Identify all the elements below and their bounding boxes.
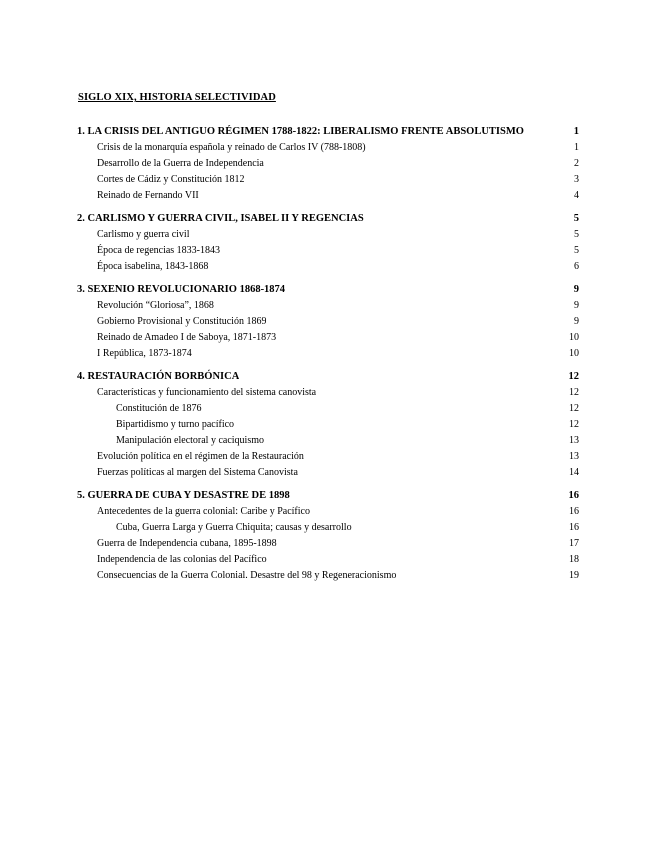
toc-entry[interactable] [77, 140, 579, 156]
toc-entry[interactable] [77, 449, 579, 465]
toc-page-number: 1 [573, 126, 579, 137]
toc-page-number: 10 [569, 348, 579, 359]
toc-entry-title: 1. LA CRISIS DEL ANTIGUO RÉGIMEN 1788-1822: LIBERALISMO FRENTE ABSOLUTISMO [77, 126, 524, 137]
toc-entry-title: Cortes de Cádiz y Constitución 1812 [97, 174, 245, 185]
toc-entry-title: Características y funcionamiento del sistema canovista [97, 387, 317, 398]
document-title: SIGLO XIX, HISTORIA SELECTIVIDAD [78, 92, 276, 103]
toc-entry[interactable] [77, 259, 579, 275]
toc-entry-title: Reinado de Amadeo I de Saboya, 1871-1873 [97, 332, 277, 343]
toc-entry-title: Revolución “Gloriosa”, 1868 [97, 300, 214, 311]
toc-entry-title: 5. GUERRA DE CUBA Y DESASTRE DE 1898 [77, 490, 290, 501]
toc-entry-title: Manipulación electoral y caciquismo [116, 435, 265, 446]
toc-page-number: 2 [574, 158, 579, 169]
toc-page-number: 10 [569, 332, 579, 343]
toc-entry[interactable] [77, 243, 579, 259]
toc-chapter-entry[interactable] [77, 369, 579, 385]
toc-entry[interactable] [77, 298, 579, 314]
toc-entry-title: Consecuencias de la Guerra Colonial. Desastre del 98 y Regeneracionismo [97, 570, 397, 581]
toc-page-number: 16 [568, 490, 579, 501]
toc-entry-title: Desarrollo de la Guerra de Independencia [97, 158, 264, 169]
toc-page-number: 5 [573, 213, 579, 224]
toc-entry[interactable] [77, 552, 579, 568]
toc-page-number: 19 [569, 570, 579, 581]
toc-page-number: 14 [569, 467, 579, 478]
toc-page-number: 13 [569, 435, 579, 446]
toc-page-number: 4 [574, 190, 579, 201]
toc-page-number: 9 [573, 284, 579, 295]
toc-entry[interactable] [77, 465, 579, 481]
toc-entry-title: Carlismo y guerra civil [97, 229, 190, 240]
toc-entry-title: 3. SEXENIO REVOLUCIONARIO 1868-1874 [77, 284, 286, 295]
toc-page-number: 16 [569, 506, 579, 517]
toc-entry-title: Antecedentes de la guerra colonial: Caribe y Pacífico [97, 506, 310, 517]
toc-page-number: 1 [574, 142, 579, 153]
toc-chapter-entry[interactable] [77, 282, 579, 298]
toc-entry[interactable] [77, 536, 579, 552]
toc-page-number: 9 [574, 316, 579, 327]
toc-page-number: 12 [568, 371, 579, 382]
toc-page-number: 3 [574, 174, 579, 185]
toc-page-number: 17 [569, 538, 579, 549]
toc-page-number: 16 [569, 522, 579, 533]
toc-page-number: 18 [569, 554, 579, 565]
toc-entry-title: Bipartidismo y turno pacífico [116, 419, 235, 430]
toc-page-number: 12 [569, 403, 579, 414]
toc-chapter-entry[interactable] [77, 488, 579, 504]
toc-entry[interactable] [77, 417, 579, 433]
toc-entry-title: Constitución de 1876 [116, 403, 202, 414]
toc-entry[interactable] [77, 520, 579, 536]
toc-entry-title: Fuerzas políticas al margen del Sistema Canovista [97, 467, 298, 478]
toc-entry-title: 2. CARLISMO Y GUERRA CIVIL, ISABEL II Y REGENCIAS [77, 213, 364, 224]
toc-entry[interactable] [77, 401, 579, 417]
toc-entry-title: Época isabelina, 1843-1868 [97, 261, 209, 272]
toc-page-number: 6 [574, 261, 579, 272]
toc-page-number: 9 [574, 300, 579, 311]
toc-entry-title: I República, 1873-1874 [97, 348, 192, 359]
toc-page-number: 5 [574, 229, 579, 240]
toc-entry-title: 4. RESTAURACIÓN BORBÓNICA [77, 371, 240, 382]
toc-chapter-entry[interactable] [77, 124, 579, 140]
toc-page-number: 5 [574, 245, 579, 256]
toc-entry-title: Independencia de las colonias del Pacífico [97, 554, 267, 565]
toc-entry[interactable] [77, 156, 579, 172]
toc-entry[interactable] [77, 227, 579, 243]
toc-entry-title: Gobierno Provisional y Constitución 1869 [97, 316, 267, 327]
table-of-contents [77, 124, 579, 584]
toc-entry[interactable] [77, 188, 579, 204]
toc-entry[interactable] [77, 504, 579, 520]
toc-entry[interactable] [77, 314, 579, 330]
toc-entry[interactable] [77, 568, 579, 584]
toc-entry-title: Época de regencias 1833-1843 [97, 245, 221, 256]
toc-entry[interactable] [77, 330, 579, 346]
toc-entry[interactable] [77, 346, 579, 362]
toc-page-number: 12 [569, 419, 579, 430]
toc-entry-title: Evolución política en el régimen de la Restauración [97, 451, 304, 462]
toc-page-number: 13 [569, 451, 579, 462]
toc-chapter-entry[interactable] [77, 211, 579, 227]
toc-entry-title: Guerra de Independencia cubana, 1895-1898 [97, 538, 277, 549]
toc-entry[interactable] [77, 385, 579, 401]
toc-entry-title: Crisis de la monarquía española y reinado de Carlos IV (788-1808) [97, 142, 366, 153]
toc-entry-title: Reinado de Fernando VII [97, 190, 199, 201]
toc-entry[interactable] [77, 172, 579, 188]
toc-page-number: 12 [569, 387, 579, 398]
toc-entry[interactable] [77, 433, 579, 449]
toc-entry-title: Cuba, Guerra Larga y Guerra Chiquita; causas y desarrollo [116, 522, 352, 533]
